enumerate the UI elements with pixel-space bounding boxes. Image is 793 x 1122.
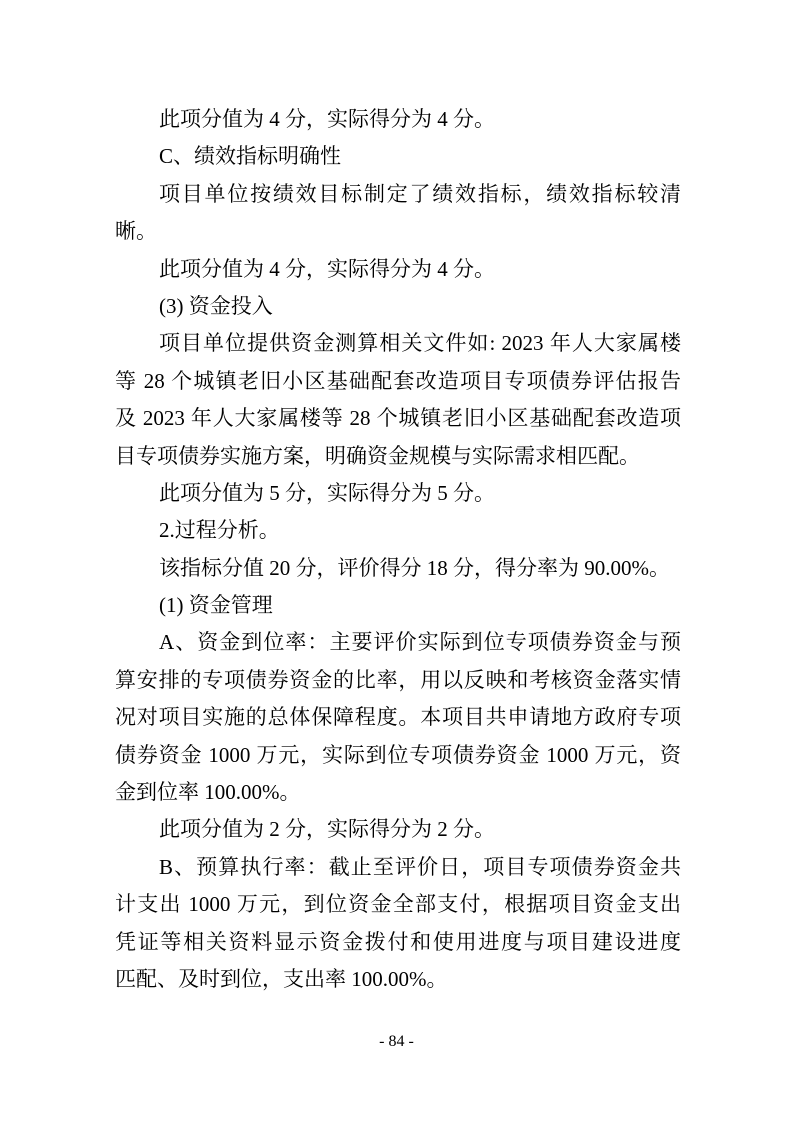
- text-line: 此项分值为 4 分，实际得分为 4 分。: [159, 107, 495, 131]
- page-footer: [0, 1032, 793, 1052]
- text-line: 匹配、及时到位，支出率 100.00%。: [115, 966, 448, 991]
- text-line: 算安排的专项债券资金的比率，用以反映和考核资金落实情: [115, 667, 681, 692]
- text-line: (3) 资金投入: [159, 293, 273, 318]
- text-line: 等 28 个城镇老旧小区基础配套改造项目专项债券评估报告: [115, 368, 681, 393]
- text-line: 凭证等相关资料显示资金拨付和使用进度与项目建设进度: [115, 929, 681, 954]
- text-line: B、预算执行率：截止至评价日，项目专项债券资金共: [159, 854, 681, 879]
- text-line: 及 2023 年人大家属楼等 28 个城镇老旧小区基础配套改造项: [115, 406, 681, 431]
- text-line: 此项分值为 2 分，实际得分为 2 分。: [159, 817, 495, 842]
- text-line: 此项分值为 4 分，实际得分为 4 分。: [159, 256, 495, 281]
- text-line: 计支出 1000 万元，到位资金全部支付，根据项目资金支出: [115, 892, 681, 917]
- text-line: 况对项目实施的总体保障程度。本项目共申请地方政府专项: [115, 705, 681, 730]
- text-line: C、绩效指标明确性: [159, 144, 342, 169]
- text-line: 目专项债券实施方案，明确资金规模与实际需求相匹配。: [115, 443, 640, 468]
- document-body: [115, 101, 681, 998]
- text-line: 债券资金 1000 万元，实际到位专项债券资金 1000 万元，资: [115, 742, 681, 767]
- text-line: 2.过程分析。: [159, 518, 280, 543]
- text-line: 该指标分值 20 分，评价得分 18 分，得分率为 90.00%。: [159, 555, 670, 580]
- page-number: - 84 -: [379, 1033, 414, 1050]
- text-line: 此项分值为 5 分，实际得分为 5 分。: [159, 480, 495, 505]
- text-line: 晰。: [115, 219, 157, 244]
- text-line: 金到位率 100.00%。: [115, 780, 301, 805]
- text-line: A、资金到位率：主要评价实际到位专项债券资金与预: [159, 630, 681, 655]
- text-line: 项目单位提供资金测算相关文件如: 2023 年人大家属楼: [159, 331, 681, 356]
- text-line: (1) 资金管理: [159, 593, 273, 618]
- text-line: 项目单位按绩效目标制定了绩效指标，绩效指标较清: [159, 181, 681, 206]
